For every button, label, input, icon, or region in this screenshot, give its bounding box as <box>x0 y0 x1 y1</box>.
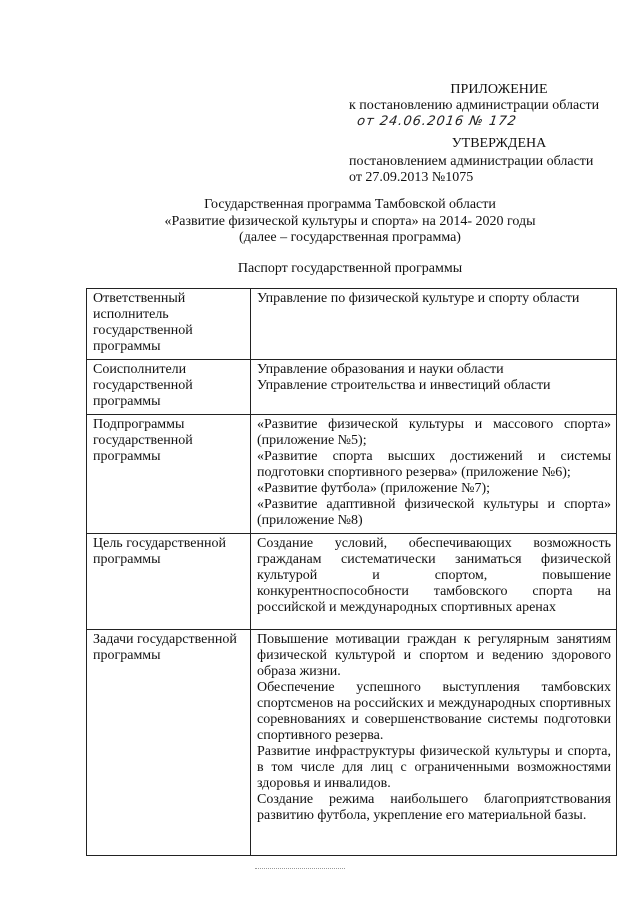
handwritten-date: от 24.06.2016 № 172 <box>356 114 518 129</box>
table-row <box>87 415 617 534</box>
program-title-line-1: Государственная программа Тамбовской области <box>204 197 496 212</box>
row-value <box>251 289 617 360</box>
row-value <box>251 360 617 415</box>
program-title-line-2: «Развитие физической культуры и спорта» на 2014- 2020 годы <box>164 214 536 229</box>
value-line: Управление образования и науки области <box>257 362 504 377</box>
passport-title: Паспорт государственной программы <box>237 261 463 276</box>
row-value <box>251 534 617 630</box>
value-line: Повышение мотивации граждан к регулярным занятиям физической культурой и спортом и ведению здорового образа жизни. <box>257 632 611 679</box>
appendix-reference: к постановлению администрации области <box>349 98 600 113</box>
value-line: Управление по физической культуре и спорту области <box>257 291 580 306</box>
value-line: Развитие инфраструктуры физической культуры и спорта, в том числе для лиц с ограниченными возможностями здоровья и инвалидов. <box>257 744 611 791</box>
value-line: «Развитие адаптивной физической культуры и спорта» (приложение №8) <box>257 497 611 528</box>
value-line: Создание условий, обеспечивающих возможность гражданам систематически заниматься физической культурой и спортом, повышение конкурентноспособности тамбовского спорта на российской и международных спортивных аренах <box>257 536 611 615</box>
table-row <box>87 630 617 856</box>
table-row <box>87 289 617 360</box>
table-row <box>87 534 617 630</box>
approved-title: УТВЕРЖДЕНА <box>451 136 547 151</box>
table-row <box>87 360 617 415</box>
appendix-title: ПРИЛОЖЕНИЕ <box>450 82 548 97</box>
approved-date: от 27.09.2013 №1075 <box>349 170 474 185</box>
approval-header <box>349 82 629 186</box>
passport-table <box>86 288 617 856</box>
row-value <box>251 630 617 856</box>
approved-by: постановлением администрации области <box>349 154 594 169</box>
value-line: Создание режима наибольшего благоприятствования развитию футбола, укрепление его материальной базы. <box>257 792 611 823</box>
value-line: Обеспечение успешного выступления тамбовских спортсменов на российских и международных спортивных соревнованиях и совершенствование системы подготовки спортивного резерва. <box>257 680 611 743</box>
row-key: Соисполнители государственной программы <box>87 360 251 415</box>
row-key: Задачи государственной программы <box>87 630 251 856</box>
value-line: «Развитие футбола» (приложение №7); <box>257 481 491 496</box>
row-key: Цель государственной программы <box>87 534 251 630</box>
program-title-line-3: (далее – государственная программа) <box>239 230 461 245</box>
row-key: Ответственный исполнитель государственной программы <box>87 289 251 360</box>
value-line: Управление строительства и инвестиций области <box>257 378 551 393</box>
row-key: Подпрограммы государственной программы <box>87 415 251 534</box>
value-line: «Развитие спорта высших достижений и системы подготовки спортивного резерва» (приложение №6); <box>257 449 611 480</box>
scan-artifact-dots <box>255 868 345 870</box>
value-line: «Развитие физической культуры и массового спорта» (приложение №5); <box>257 417 611 448</box>
row-value <box>251 415 617 534</box>
